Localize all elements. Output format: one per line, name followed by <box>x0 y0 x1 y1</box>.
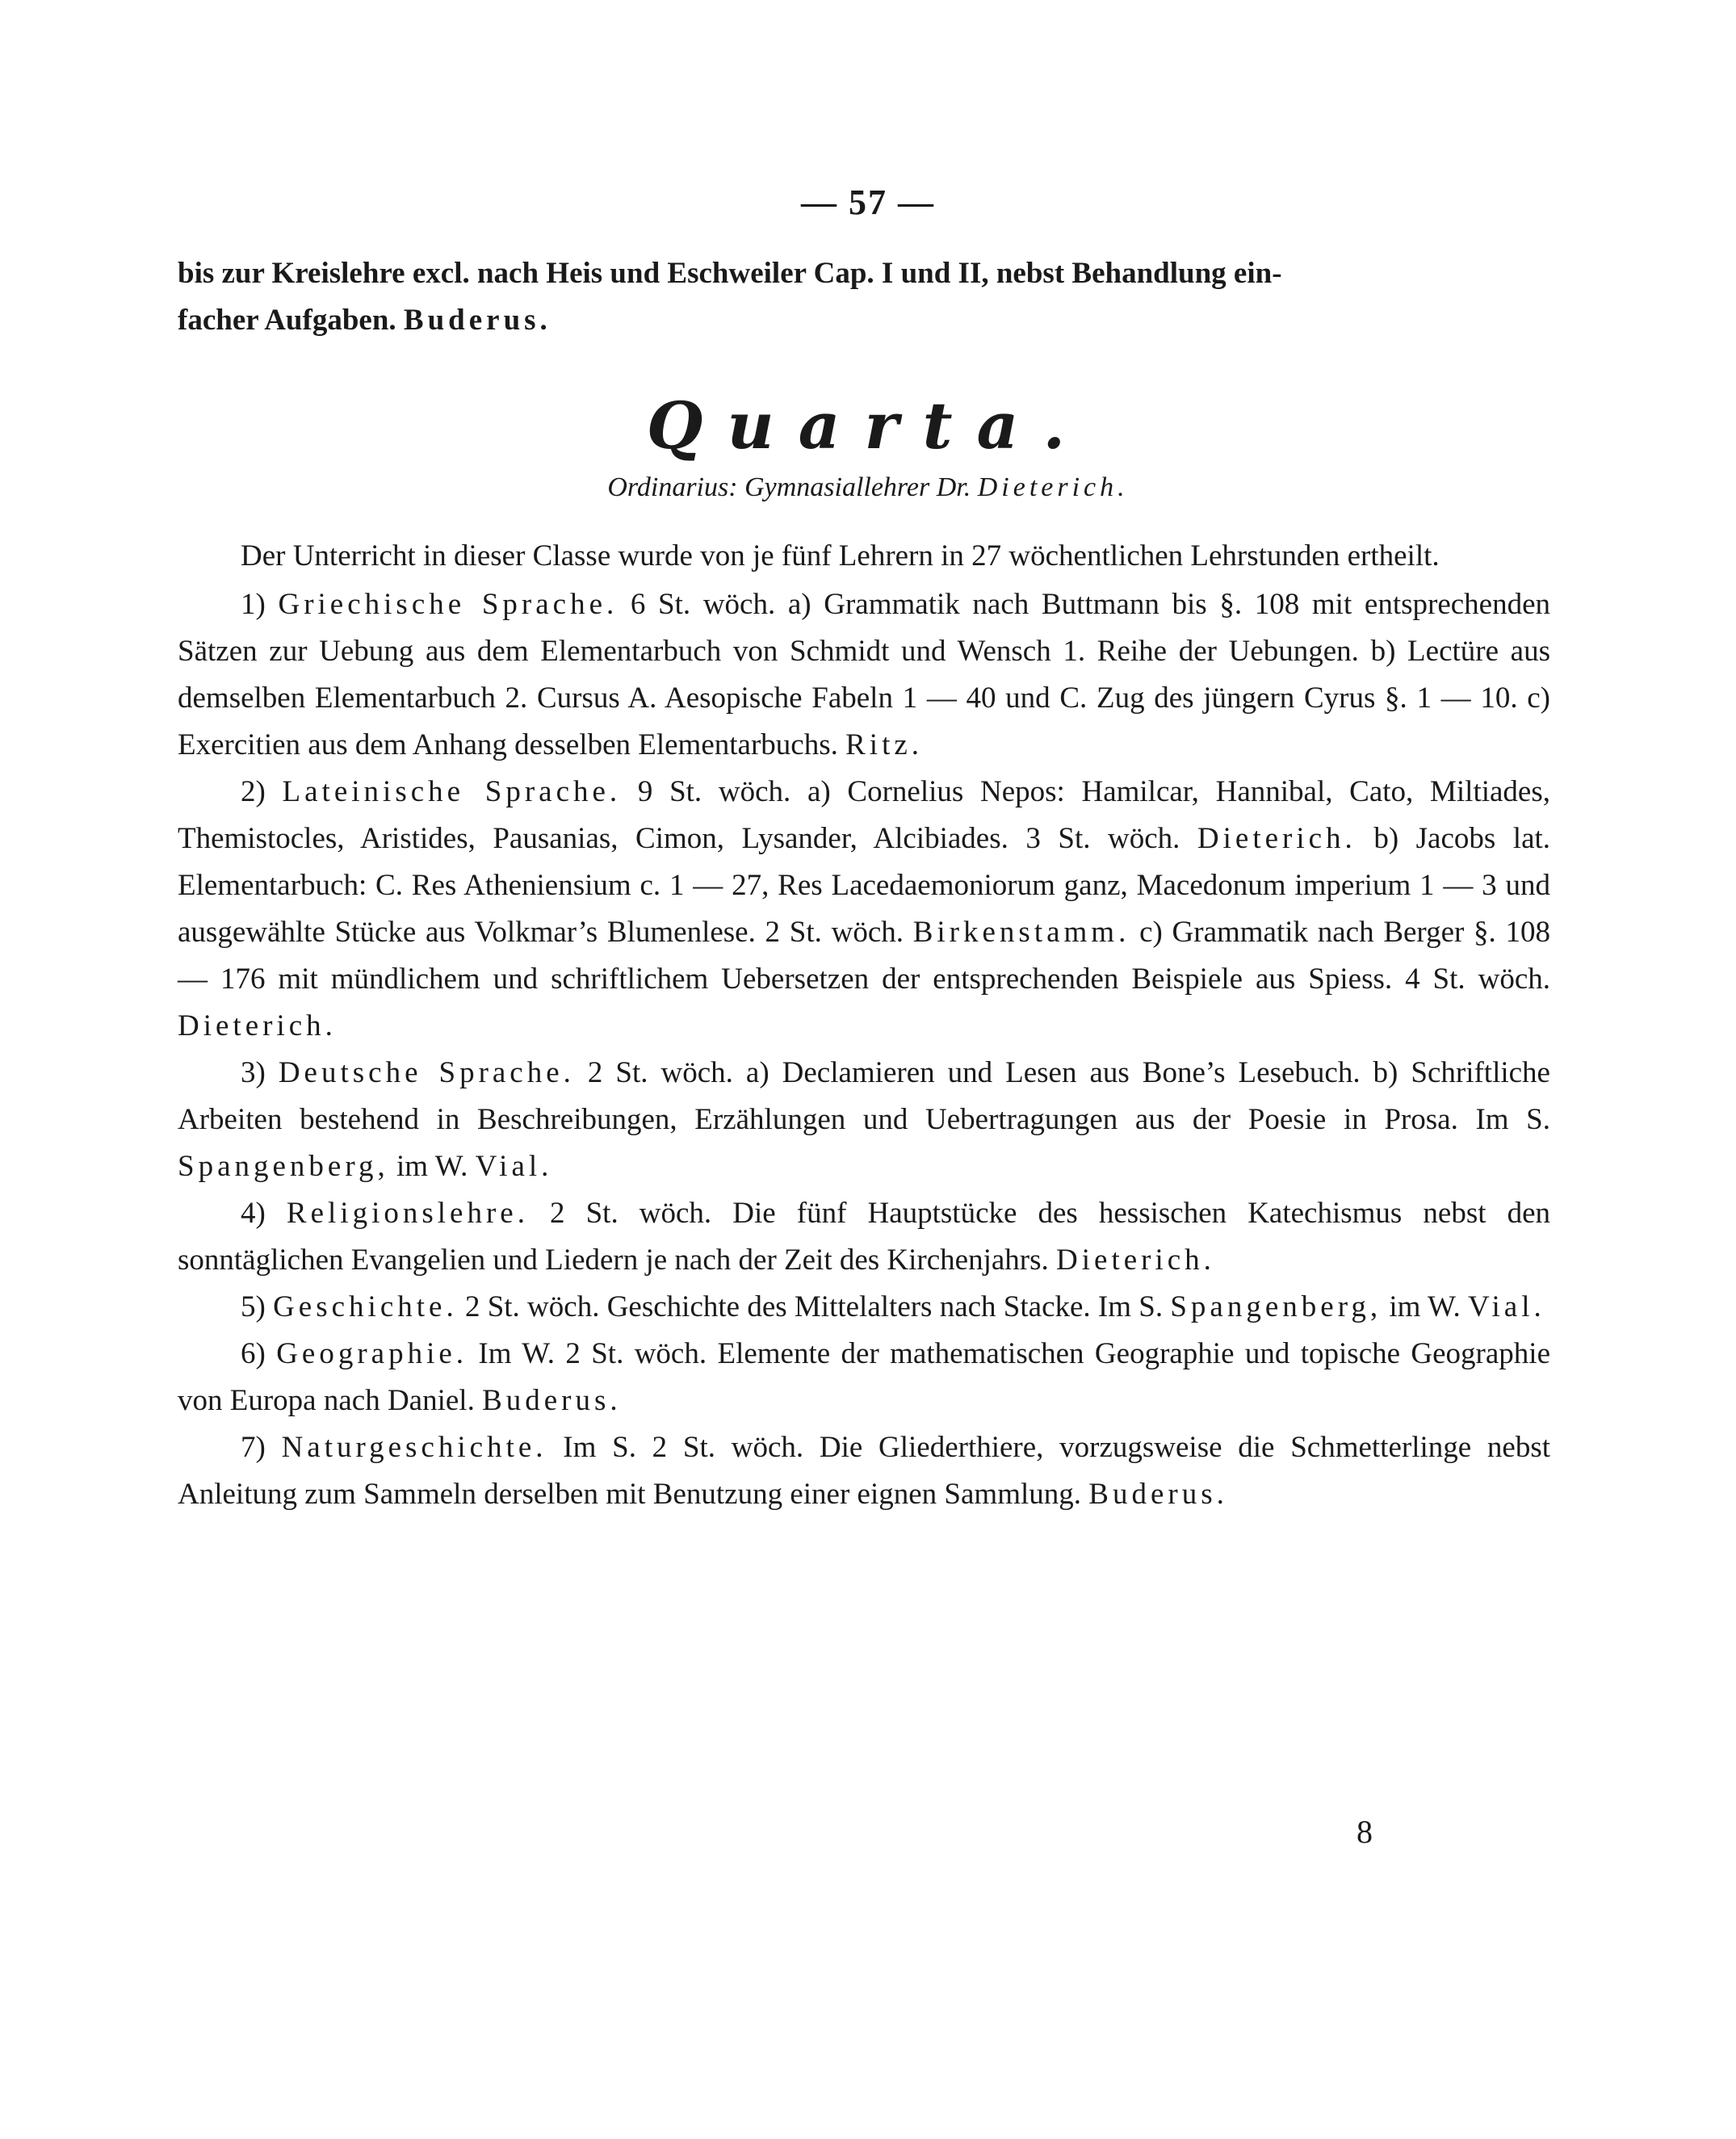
intro-paragraph <box>178 250 1550 344</box>
item-3 <box>178 1050 1550 1190</box>
item-teacher-3: Dieterich. <box>178 1009 337 1042</box>
intro-line-2 <box>178 297 1550 344</box>
item-body: Im S. 2 St. wöch. Die Gliederthiere, vorzugsweise die Schmetterlinge nebst Anleitung zum Sammeln derselben mit Benutzung einer eignen Sammlung. <box>178 1431 1551 1511</box>
item-body: 9 St. wöch. a) Cornelius Nepos: Hamilcar, Hannibal, Cato, Miltiades, Themistocles, Aristides, Pausanias, Cimon, Lysander, Alcibiades. 3 St. wöch. <box>178 775 1551 855</box>
item-body-2: im W. <box>1389 1290 1461 1323</box>
intro-line-1: bis zur Kreislehre excl. nach Heis und Eschweiler Cap. I und II, nebst Behandlung ein- <box>178 257 1282 290</box>
section-title: Quarta. <box>646 388 1090 463</box>
item-subject: Griechische Sprache. <box>278 588 619 621</box>
main-text <box>178 533 1550 1518</box>
ordinarius-text: Gymnasiallehrer Dr. <box>744 472 971 502</box>
item-subject: Geschichte. <box>273 1290 458 1323</box>
item-6 <box>178 1331 1550 1424</box>
item-teacher-2: Birkenstamm. <box>912 916 1130 949</box>
item-number: 1) <box>241 588 266 621</box>
item-1 <box>178 581 1550 769</box>
item-number: 3) <box>241 1056 266 1089</box>
item-subject: Lateinische Sprache. <box>282 775 622 808</box>
item-number: 7) <box>241 1431 266 1464</box>
item-teacher: Dieterich. <box>1197 822 1357 855</box>
item-subject: Geographie. <box>276 1337 468 1370</box>
item-body-2: b) Jacobs lat. Elementarbuch: C. Res Atheniensium c. 1 — 27, Res Lacedaemoniorum ganz, Macedonum imperium 1 — 3 und ausgewählte Stücke aus Volkmar’s Blumenlese. 2 St. wöch. <box>178 822 1551 949</box>
item-body: 2 St. wöch. Geschichte des Mittelalters nach Stacke. Im S. <box>464 1290 1164 1323</box>
item-body: 2 St. wöch. Die fünf Hauptstücke des hessischen Katechismus nebst den sonntäglichen Evangelien und Liedern je nach der Zeit des Kirchenjahrs. <box>178 1197 1550 1277</box>
item-teacher: Dieterich. <box>1056 1244 1215 1277</box>
item-body-2: im W. <box>396 1150 468 1183</box>
item-5 <box>178 1284 1550 1331</box>
item-teacher: Spangenberg, <box>178 1150 389 1183</box>
signature-mark: 8 <box>1357 1814 1373 1850</box>
item-body: Im W. 2 St. wöch. Elemente der mathematischen Geographie und topische Geographie von Europa nach Daniel. <box>178 1337 1551 1417</box>
item-teacher-2: Vial. <box>1468 1290 1545 1323</box>
item-number: 6) <box>241 1337 266 1370</box>
item-number: 4) <box>241 1197 266 1230</box>
item-subject: Deutsche Sprache. <box>278 1056 575 1089</box>
intro-teacher: Buderus. <box>403 304 551 337</box>
intro-line-2-text: facher Aufgaben. <box>178 304 396 337</box>
item-body: 2 St. wöch. a) Declamieren und Lesen aus Bone’s Lesebuch. b) Schriftliche Arbeiten bestehend in Beschreibungen, Erzählungen und Uebertragungen aus der Poesie in Prosa. Im S. <box>178 1056 1550 1136</box>
item-number: 2) <box>241 775 266 808</box>
item-teacher: Buderus. <box>1088 1478 1228 1511</box>
page-number: — 57 — <box>801 182 935 222</box>
item-subject: Religionslehre. <box>286 1197 529 1230</box>
item-4 <box>178 1190 1550 1284</box>
item-teacher: Spangenberg, <box>1170 1290 1382 1323</box>
item-body-3: c) Grammatik nach Berger §. 108 — 176 mit mündlichem und schriftlichem Uebersetzen der entsprechenden Beispiele aus Spiess. 4 St. wöch. <box>178 916 1550 996</box>
item-teacher: Buderus. <box>482 1384 622 1417</box>
item-teacher: Ritz. <box>845 728 924 761</box>
lead-paragraph: Der Unterricht in dieser Classe wurde von je fünf Lehrern in 27 wöchentlichen Lehrstunden ertheilt. <box>241 539 1440 572</box>
item-number: 5) <box>241 1290 266 1323</box>
item-teacher-2: Vial. <box>475 1150 553 1183</box>
item-subject: Naturgeschichte. <box>281 1431 547 1464</box>
item-7 <box>178 1424 1550 1518</box>
ordinarius-name: Dieterich. <box>977 472 1129 502</box>
ordinarius-line <box>0 472 1736 503</box>
item-2 <box>178 769 1550 1050</box>
ordinarius-label: Ordinarius: <box>607 472 738 502</box>
item-body: 6 St. wöch. a) Grammatik nach Buttmann bis §. 108 mit entsprechenden Sätzen zur Uebung aus dem Elementarbuch von Schmidt und Wensch 1. Reihe der Uebungen. b) Lectüre aus demselben Elementarbuch 2. Cursus A. Aesopische Fabeln 1 — 40 und C. Zug des jüngern Cyrus §. 1 — 10. c) Exercitien aus dem Anhang desselben Elementarbuchs. <box>178 588 1551 761</box>
